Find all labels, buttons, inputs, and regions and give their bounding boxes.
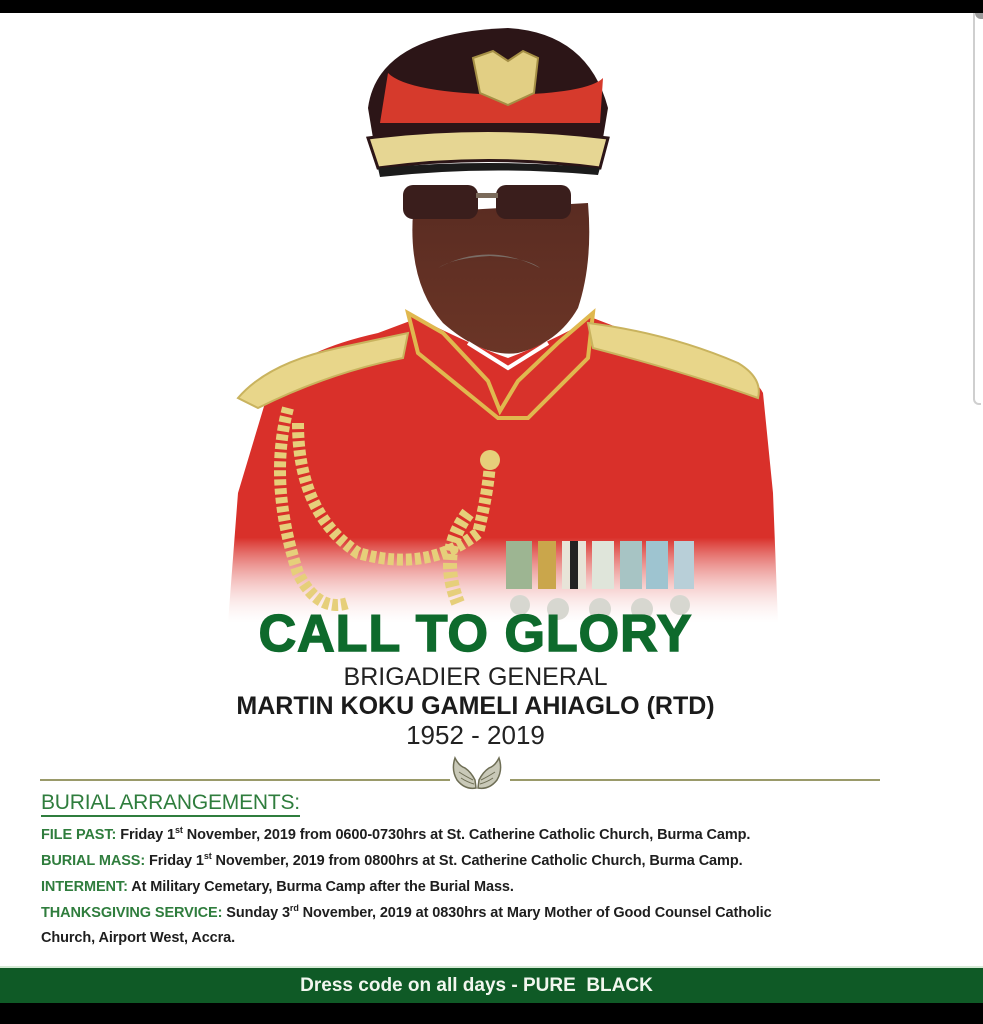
lifespan-years: 1952 - 2019: [406, 720, 545, 750]
arrangement-thanksgiving-continued: [41, 928, 235, 948]
rank-title: BRIGADIER GENERAL: [343, 663, 608, 691]
arrangement-thanksgiving: [41, 903, 772, 923]
top-black-bar: [0, 0, 983, 13]
arrangement-label: BURIAL MASS:: [41, 853, 146, 869]
officer-portrait: [228, 13, 788, 623]
arrangement-text: Church, Airport West, Accra.: [41, 930, 236, 946]
arrangement-file-past: [41, 825, 750, 845]
wings-icon: [445, 754, 509, 794]
arrangement-text: Sunday 3: [222, 905, 290, 921]
arrangement-label: FILE PAST:: [41, 827, 117, 843]
arrangement-text: Friday 1: [145, 853, 204, 869]
bottom-black-bar: [0, 1003, 983, 1024]
arrangement-interment: [41, 877, 514, 897]
divider-left: [40, 779, 450, 781]
arrangement-burial-mass: [41, 851, 743, 871]
headline: CALL TO GLORY: [258, 605, 693, 663]
ordinal-suffix: st: [175, 825, 183, 835]
burial-arrangements-title: BURIAL ARRANGEMENTS:: [41, 791, 300, 817]
divider-right: [510, 779, 880, 781]
funeral-poster: [0, 13, 983, 966]
ordinal-suffix: rd: [289, 903, 299, 913]
arrangement-text: At Military Cemetary, Burma Camp after the Burial Mass.: [127, 879, 514, 895]
arrangement-text: November, 2019 from 0600-0730hrs at St. Catherine Catholic Church, Burma Camp.: [182, 827, 751, 843]
deceased-name: MARTIN KOKU GAMELI AHIAGLO (RTD): [236, 692, 715, 720]
arrangement-text: November, 2019 from 0800hrs at St. Catherine Catholic Church, Burma Camp.: [211, 853, 743, 869]
scrollbar[interactable]: [973, 13, 981, 405]
arrangement-text: Friday 1: [116, 827, 176, 843]
dress-code-text: Dress code on all days - PURE BLACK: [300, 974, 653, 996]
arrangement-text: November, 2019 at 0830hrs at Mary Mother of Good Counsel Catholic: [298, 905, 772, 921]
ordinal-suffix: st: [203, 851, 212, 861]
arrangement-label: THANKSGIVING SERVICE:: [41, 905, 223, 921]
arrangement-label: INTERMENT:: [41, 879, 128, 895]
dress-code-banner: [0, 966, 983, 1003]
